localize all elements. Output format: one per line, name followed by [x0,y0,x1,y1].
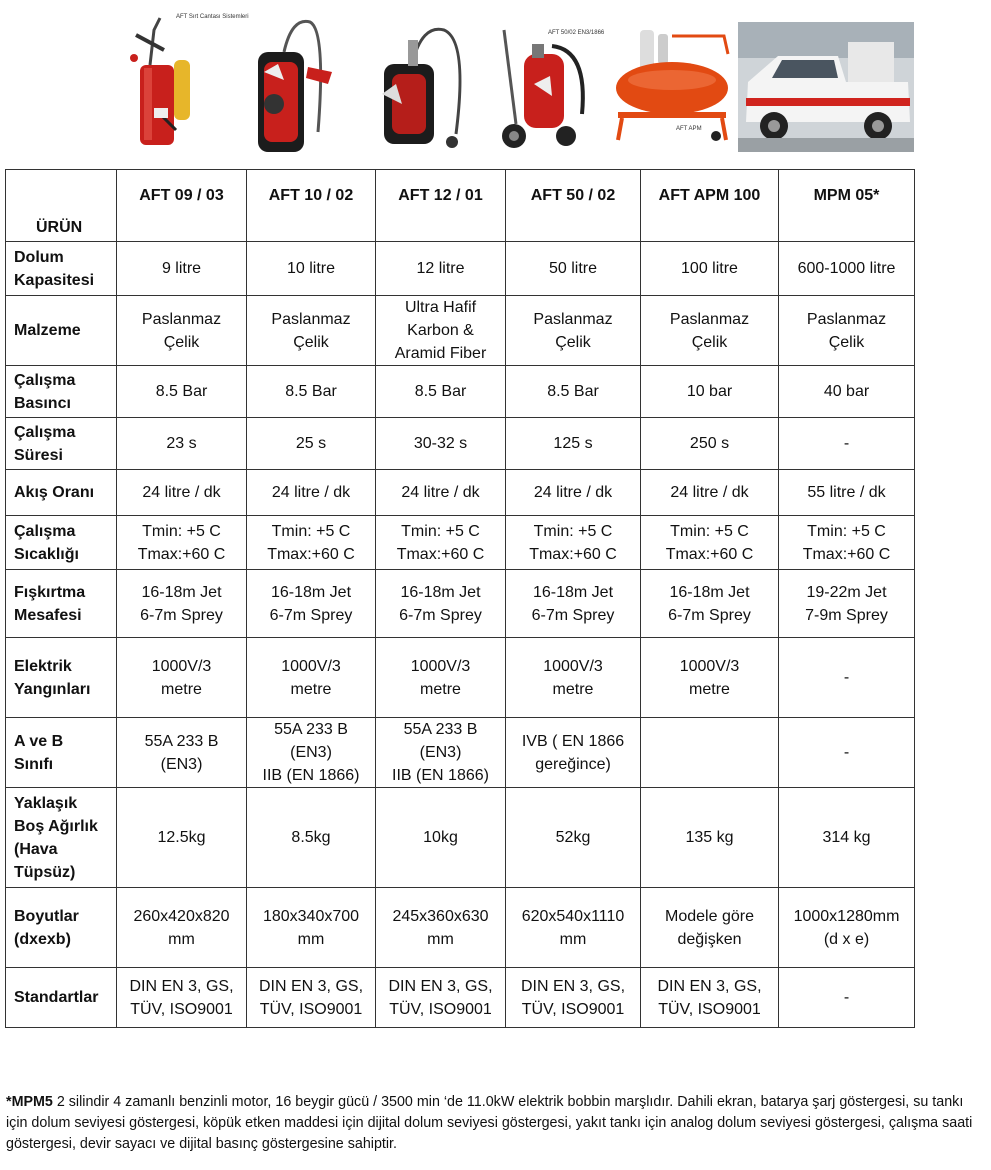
cell-line: IIB (EN 1866) [392,767,489,784]
cell-line: TÜV, ISO9001 [130,1000,233,1018]
table-cell [117,242,247,296]
table-cell [506,242,641,296]
cell-line: Çelik [555,333,591,351]
cell-line: 1000V/3 [679,657,740,675]
cell-line: Tmax:+60 C [802,545,891,563]
product-header: AFT 50 / 02 [506,170,641,242]
cell-line: 6-7m Sprey [531,606,615,624]
table-cell [117,968,247,1028]
table-cell [117,470,247,516]
cell-line: Tmax:+60 C [267,545,355,563]
table-cell [376,888,506,968]
carbon-backpack-extinguisher-icon [364,24,474,150]
cell-line: 55 litre / dk [807,484,886,501]
row-label-line: Kapasitesi [14,271,95,289]
table-cell [506,516,641,570]
table-cell [117,418,247,470]
table-row [6,968,915,1028]
table-cell [247,516,376,570]
cell-line: 8.5 Bar [155,383,208,400]
table-cell [779,888,915,968]
table-cell [247,888,376,968]
table-cell [247,418,376,470]
cell-line: Paslanmaz [806,310,887,328]
cell-line: 24 litre / dk [401,484,480,501]
table-cell [506,366,641,418]
cell-line: Tmax:+60 C [137,545,226,563]
cell-line: 100 litre [681,260,738,277]
cell-line: 24 litre / dk [142,484,221,501]
cell-line: Çelik [691,333,728,351]
cell-line: 1000V/3 [410,657,471,675]
table-cell [779,242,915,296]
backpack-extinguisher-icon [244,12,334,152]
cell-line: 245x360x630 [392,907,489,925]
cell-line: - [843,669,850,686]
table-cell [779,296,915,366]
row-label-line: Standartlar [14,989,99,1006]
cell-line: IVB ( EN 1866 [521,732,625,750]
cell-line: DIN EN 3, GS, [657,977,762,995]
row-label-line: Çalışma [14,371,76,389]
cell-line: Tmin: +5 C [670,522,749,540]
cell-line: 9 litre [161,260,202,277]
row-label-line: Çalışma [14,522,76,540]
cell-line: Tmin: +5 C [401,522,480,540]
cell-line: (EN3) [160,755,203,773]
row-label [6,418,117,470]
cell-line: 12.5kg [157,829,206,846]
table-cell [506,296,641,366]
table-cell [117,788,247,888]
table-cell [779,516,915,570]
cell-line: 40 bar [823,383,870,400]
row-label [6,570,117,638]
cell-line: Tmin: +5 C [271,522,351,540]
table-cell [779,366,915,418]
row-label-line: Akış Oranı [14,484,95,501]
row-label [6,718,117,788]
table-cell [506,718,641,788]
table-cell [641,470,779,516]
table-cell [779,638,915,718]
row-label-line: (dxexb) [14,930,71,948]
photo-aft-12-01 [364,24,474,150]
table-cell [376,242,506,296]
table-row [6,638,915,718]
cell-line: 24 litre / dk [271,484,351,501]
table-cell [376,788,506,888]
cell-line: (EN3) [419,744,462,761]
table-row [6,718,915,788]
table-row [6,418,915,470]
cell-line: Modele göre [665,907,754,925]
row-label [6,888,117,968]
cell-line: 24 litre / dk [533,484,613,501]
photo-caption-backpack-systems: AFT Sırt Cantası Sistemleri [176,14,249,20]
table-cell [641,968,779,1028]
row-label [6,788,117,888]
mpm5-footnote [6,1092,988,1155]
corner-label-urun: ÜRÜN [6,170,117,242]
cell-line: 8.5kg [291,829,331,846]
cell-line: metre [552,680,594,698]
cell-line: TÜV, ISO9001 [521,1000,625,1018]
table-cell [641,888,779,968]
row-label-line: Mesafesi [14,606,82,624]
cell-line: Çelik [293,333,329,351]
photo-caption-aft-apm: AFT APM [676,126,702,132]
cell-line: 600-1000 litre [797,260,896,277]
cell-line: Çelik [828,333,865,351]
cell-line: metre [161,680,202,698]
cell-line: 6-7m Sprey [140,606,223,624]
row-label-line: Sınıfı [14,755,54,773]
row-label-line: Dolum [14,248,64,266]
row-label-line: Yaklaşık [14,794,78,812]
cell-line: Karbon & [407,322,474,339]
table-cell [641,418,779,470]
row-label-line: Sıcaklığı [14,545,79,563]
row-label-line: Tüpsüz) [14,863,76,881]
row-label [6,516,117,570]
footnote-text: 2 silindir 4 zamanlı benzinli motor, 16 beygir gücü / 3500 min ‘de 11.0kW elektrik bobbin marşlıdır. Dahili ekran, batarya şarj göstergesi, su tankı için dolum seviyesi göstergesi, köpük etken maddesi için dijital dolum seviyesi göstergesi, yakıt tankı için analog dolum seviyesi göstergesi, çalışma saati göstergesi, devir sayacı ve dijital basınç göstergesine sahiptir. [6,1094,973,1152]
row-label [6,366,117,418]
table-row [6,470,915,516]
table-cell [376,516,506,570]
table-cell [506,888,641,968]
photo-aft-apm-100 [612,24,734,142]
footnote-marker: *MPM5 [6,1094,53,1110]
row-label-line: A ve B [14,732,64,750]
cell-line: 16-18m Jet [532,583,614,601]
row-label [6,968,117,1028]
cell-line: 10kg [423,829,458,846]
table-cell [779,968,915,1028]
cell-line: (EN3) [290,744,332,761]
table-cell [247,242,376,296]
cell-line: DIN EN 3, GS, [388,977,493,995]
cell-line: (d x e) [823,930,870,948]
cell-line: - [843,989,850,1006]
cell-line: 16-18m Jet [669,583,750,601]
cell-line: 620x540x1110 [521,907,625,925]
table-cell [117,888,247,968]
cell-line: 50 litre [548,260,598,277]
cell-line: 8.5 Bar [414,383,467,400]
table-cell [641,242,779,296]
cell-line: metre [290,680,332,698]
cell-line: 125 s [553,435,593,452]
cell-line: Paslanmaz [669,310,750,328]
cell-line: Ultra Hafif [404,299,477,316]
table-cell [376,296,506,366]
row-label [6,638,117,718]
cell-line: 16-18m Jet [270,583,352,601]
table-cell [641,638,779,718]
cell-line: 8.5 Bar [285,383,337,400]
cell-line: metre [420,680,461,698]
photo-caption-aft-50: AFT 50/02 EN3/1866 [548,30,605,36]
table-cell [779,570,915,638]
row-label [6,470,117,516]
cell-line: Çelik [163,333,200,351]
row-label-line: Boş Ağırlık [14,817,98,835]
product-header: AFT 09 / 03 [117,170,247,242]
table-cell [376,570,506,638]
cell-line: gereğince) [535,755,611,773]
row-label-line: Elektrik [14,657,72,675]
cell-line: 23 s [166,435,197,452]
table-cell [117,638,247,718]
cell-line: Paslanmaz [141,310,222,328]
table-cell [506,418,641,470]
table-cell [247,968,376,1028]
photo-mpm-05 [738,22,914,152]
table-row [6,366,915,418]
table-cell [641,718,779,788]
table-cell [247,366,376,418]
cell-line: Paslanmaz [271,310,351,328]
photo-aft-50-02 [496,24,598,152]
table-cell [779,788,915,888]
table-row [6,888,915,968]
table-cell [247,638,376,718]
photo-aft-10-02 [244,12,334,152]
table-row [6,516,915,570]
header-row [6,170,915,242]
cell-line: 55A 233 B [403,721,478,738]
cell-line: 25 s [295,435,327,452]
cell-line: Tmax:+60 C [665,545,754,563]
cell-line: 6-7m Sprey [269,606,353,624]
table-cell [506,968,641,1028]
row-label [6,242,117,296]
row-label-line: Çalışma [14,423,76,441]
table-cell [117,570,247,638]
cell-line: - [843,744,850,761]
cell-line: Aramid Fiber [394,345,487,362]
cell-line: 24 litre / dk [670,484,749,501]
cell-line: 55A 233 B [144,732,219,750]
wheeled-extinguisher-icon [496,24,598,152]
cell-line: Tmax:+60 C [529,545,617,563]
row-label [6,296,117,366]
cell-line: 16-18m Jet [400,583,481,601]
table-cell [247,788,376,888]
table-cell [506,470,641,516]
table-cell [376,418,506,470]
cell-line: mm [168,930,195,948]
red-backpack-extinguisher-icon [120,10,200,150]
cell-line: 55A 233 B [274,721,348,738]
table-cell [117,366,247,418]
table-cell [779,718,915,788]
cell-line: 250 s [689,435,730,452]
cell-line: 314 kg [822,829,871,846]
cell-line: 16-18m Jet [141,583,222,601]
cell-line: IIB (EN 1866) [262,767,360,784]
table-cell [247,718,376,788]
cell-line: 1000V/3 [281,657,341,675]
row-label-line: (Hava [14,840,58,858]
photo-aft-09-03 [120,10,200,150]
cell-line: 7-9m Sprey [805,606,888,624]
cell-line: 1000V/3 [543,657,603,675]
cell-line: 135 kg [685,829,734,846]
cell-line: Tmin: +5 C [533,522,613,540]
cell-line: 52kg [555,829,591,846]
cell-line: 260x420x820 [133,907,230,925]
cell-line: 10 bar [686,383,733,400]
pickup-truck-unit-icon [738,22,914,152]
cell-line: TÜV, ISO9001 [658,1000,761,1018]
cell-line: Tmin: +5 C [142,522,221,540]
table-cell [117,718,247,788]
cell-line: metre [689,680,730,698]
row-label-line: Süresi [14,446,63,464]
cell-line: değişken [677,930,742,948]
table-cell [376,638,506,718]
cell-line: DIN EN 3, GS, [129,977,234,995]
cell-line: DIN EN 3, GS, [520,977,626,995]
cell-line: 1000V/3 [151,657,212,675]
cell-line: 19-22m Jet [806,583,887,601]
apm-tank-unit-icon [612,24,734,142]
cell-line: mm [427,930,454,948]
cell-line: mm [559,930,587,948]
table-cell [247,470,376,516]
table-cell [779,418,915,470]
product-photo-strip [0,0,991,160]
table-cell [506,570,641,638]
product-header: AFT APM 100 [641,170,779,242]
table-row [6,788,915,888]
table-cell [641,516,779,570]
table-cell [117,516,247,570]
table-cell [376,718,506,788]
cell-line: 30-32 s [413,435,468,452]
cell-line: Tmax:+60 C [396,545,485,563]
row-label-line: Basıncı [14,394,71,412]
cell-line: TÜV, ISO9001 [259,1000,363,1018]
cell-line: 8.5 Bar [547,383,599,400]
table-cell [247,570,376,638]
table-cell [247,296,376,366]
cell-line: TÜV, ISO9001 [389,1000,492,1018]
table-row [6,570,915,638]
table-row [6,242,915,296]
table-row [6,296,915,366]
cell-line: mm [297,930,325,948]
product-header: AFT 10 / 02 [247,170,376,242]
cell-line: 6-7m Sprey [399,606,482,624]
product-header: AFT 12 / 01 [376,170,506,242]
cell-line: - [843,435,850,452]
table-cell [376,470,506,516]
table-cell [376,366,506,418]
table-cell [506,788,641,888]
row-label-line: Fışkırtma [14,583,86,601]
product-spec-table [5,169,915,1028]
row-label-line: Boyutlar [14,907,79,925]
row-label-line: Yangınları [14,680,91,698]
cell-line: DIN EN 3, GS, [258,977,364,995]
table-cell [641,296,779,366]
cell-line: 10 litre [286,260,336,277]
cell-line: 12 litre [416,260,465,277]
table-cell [779,470,915,516]
table-cell [376,968,506,1028]
cell-line: 180x340x700 [262,907,360,925]
row-label-line: Malzeme [14,322,81,339]
table-cell [506,638,641,718]
cell-line: 1000x1280mm [793,907,900,925]
table-cell [117,296,247,366]
product-header: MPM 05* [779,170,915,242]
table-cell [641,788,779,888]
table-cell [641,570,779,638]
cell-line: Tmin: +5 C [807,522,886,540]
table-cell [641,366,779,418]
cell-line: 6-7m Sprey [668,606,751,624]
cell-line: Paslanmaz [533,310,613,328]
